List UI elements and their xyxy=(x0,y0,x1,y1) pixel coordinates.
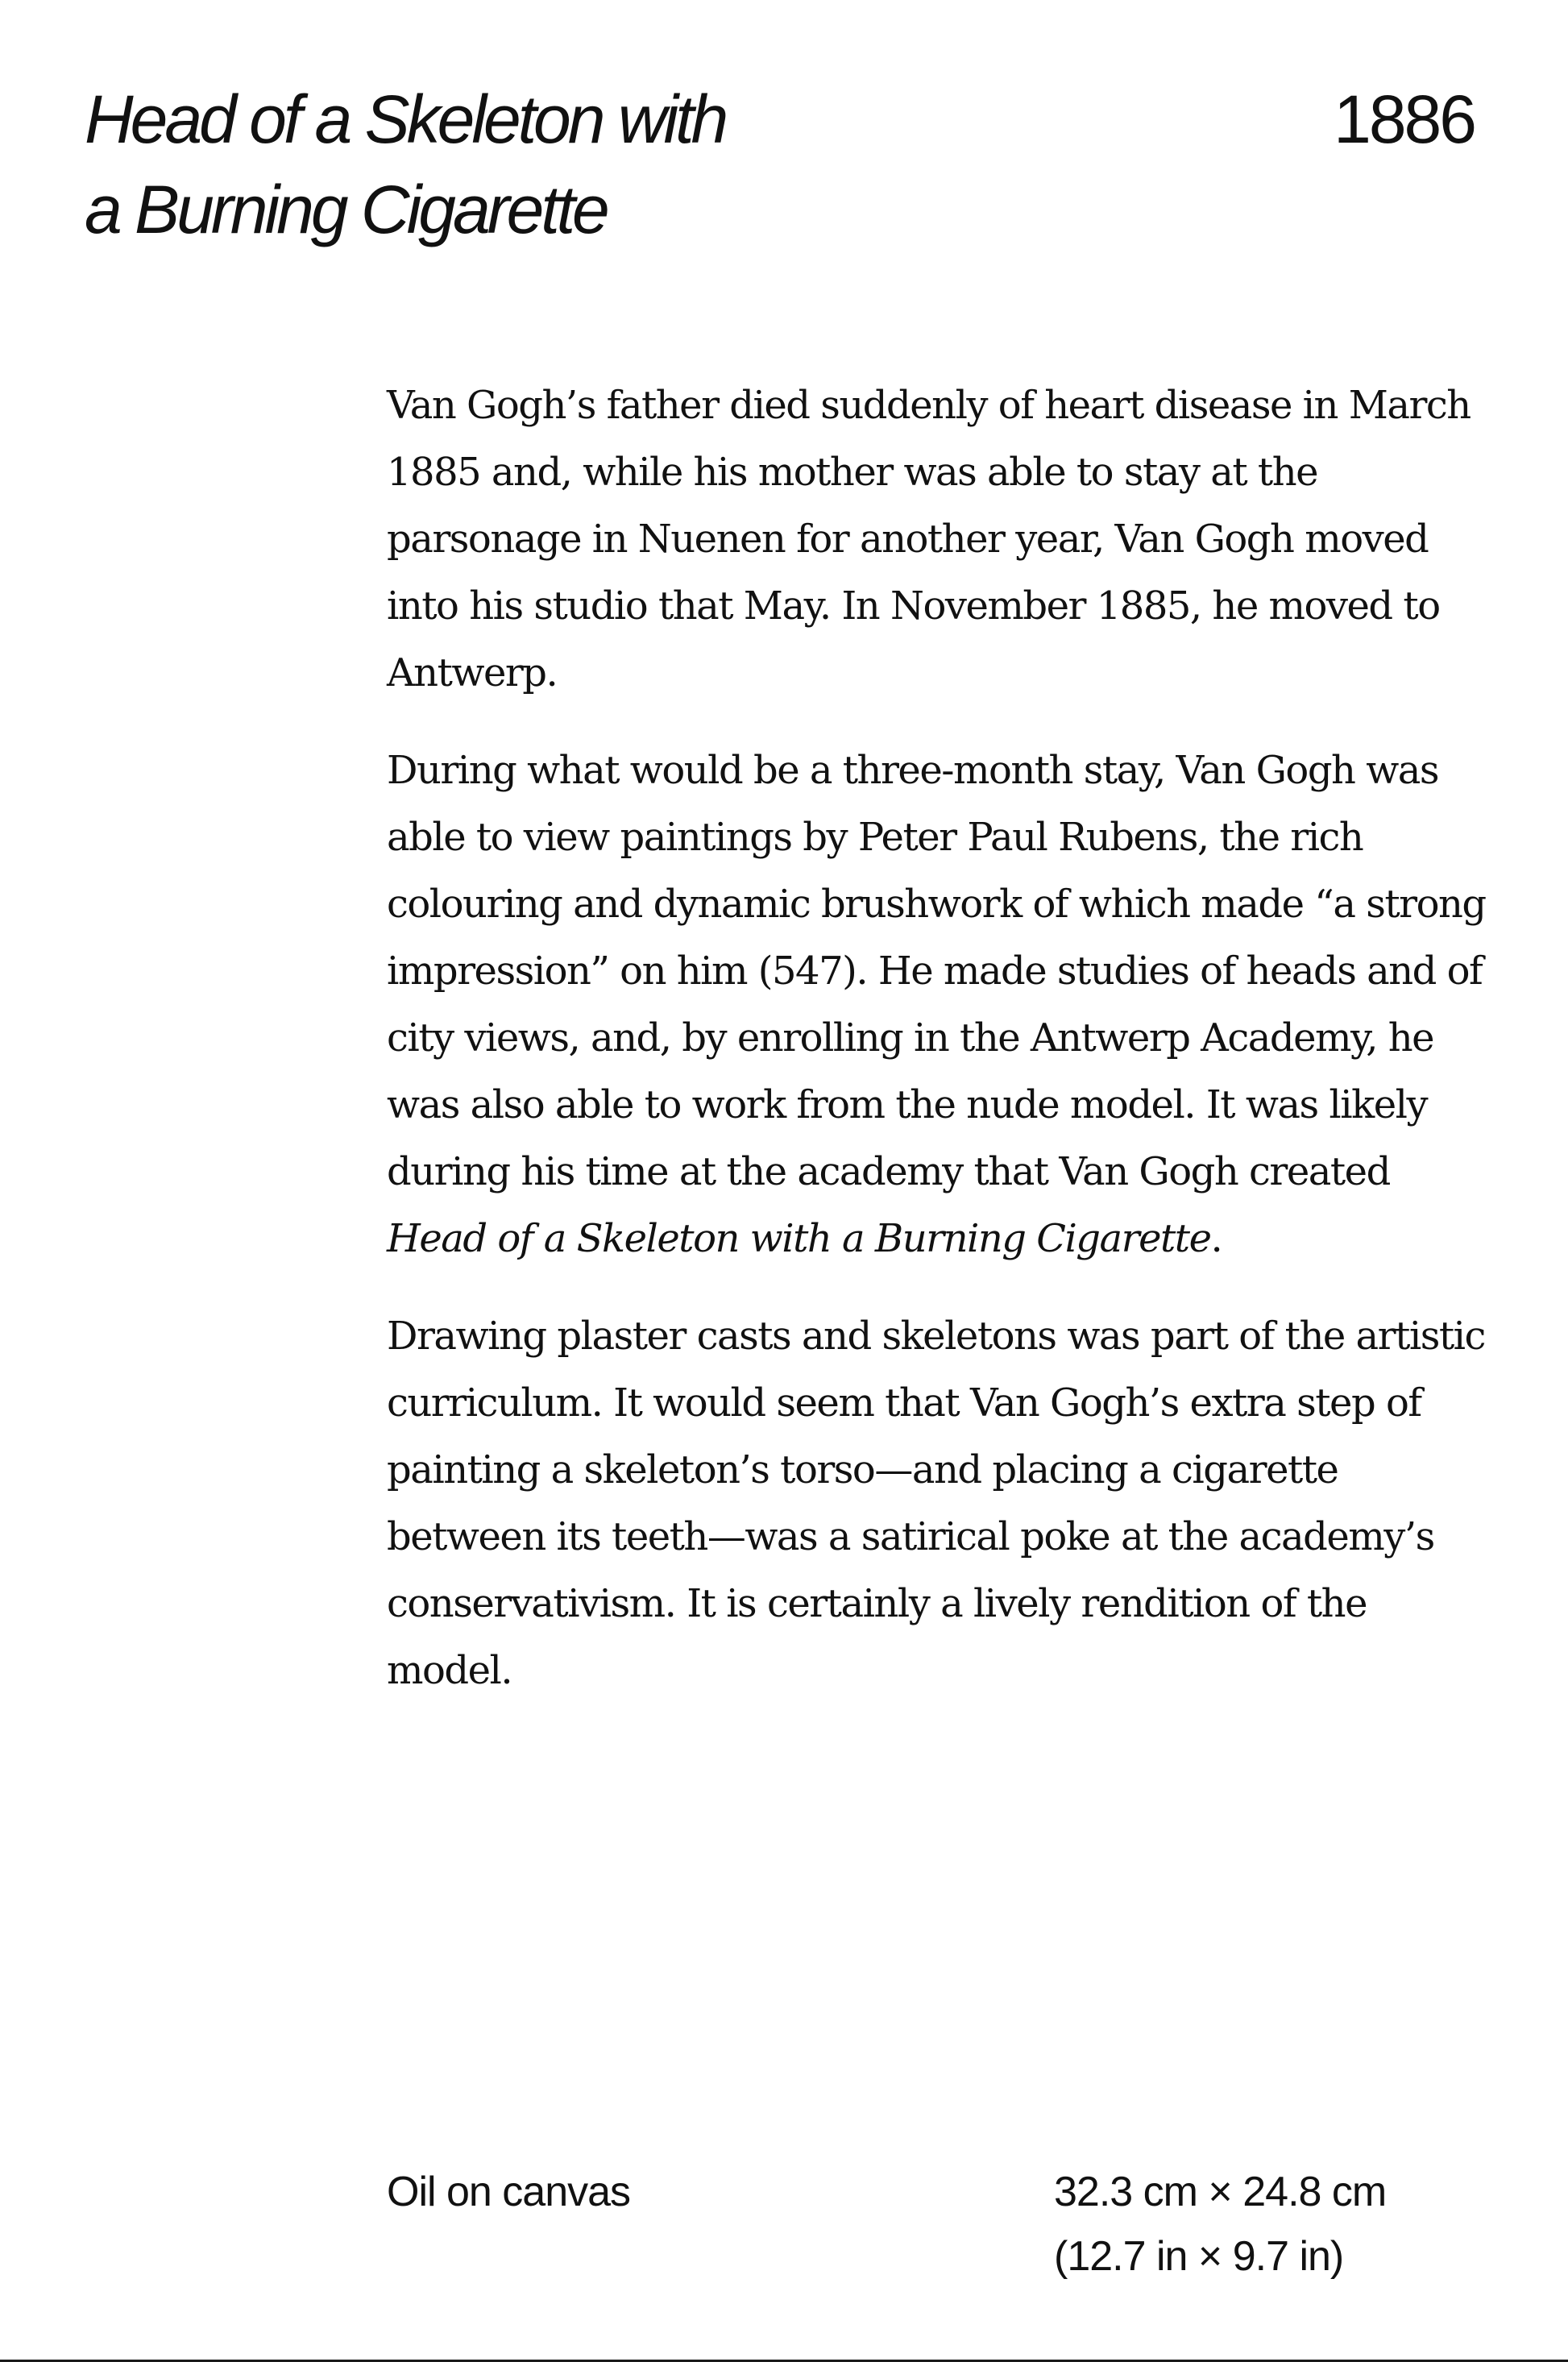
artwork-description xyxy=(387,372,1491,1735)
paragraph-text: . xyxy=(1210,1216,1222,1261)
description-paragraph: Drawing plaster casts and skeletons was part of the artistic curriculum. It would seem that Van Gogh’s extra step of painting a skeleton’s torso—and placing a cigarette between its teeth—was a satirical poke at the academy’s conservativism. It is certainly a lively rendition of the model. xyxy=(387,1314,1485,1693)
paragraph-text: During what would be a three-month stay, Van Gogh was able to view paintings by Peter Paul Rubens, the rich colouring and dynamic brushwork of which made “a strong impression” on him (547). He made studies of heads and of city views, and, by enrolling in the Antwerp Academy, he was also able to work from the nude model. It was likely during his time at the academy that Van Gogh created xyxy=(387,748,1486,1194)
artwork-medium: Oil on canvas xyxy=(387,2169,631,2215)
description-paragraph xyxy=(387,737,1491,1272)
description-paragraph: Van Gogh’s father died suddenly of heart disease in March 1885 and, while his mother was able to stay at the parsonage in Nuenen for another year, Van Gogh moved into his studio that May. In November 1885, he moved to Antwerp. xyxy=(387,383,1471,695)
artwork-title-reference: Head of a Skeleton with a Burning Cigarette xyxy=(387,1216,1211,1261)
artwork-title-line-2: a Burning Cigarette xyxy=(85,172,607,247)
artwork-year: 1886 xyxy=(1334,81,1475,157)
artwork-dimensions xyxy=(1054,2160,1386,2289)
dimensions-imperial: (12.7 in × 9.7 in) xyxy=(1054,2233,1344,2280)
artwork-title xyxy=(85,74,890,255)
dimensions-metric: 32.3 cm × 24.8 cm xyxy=(1054,2169,1387,2215)
artwork-title-line-1: Head of a Skeleton with xyxy=(85,81,726,157)
